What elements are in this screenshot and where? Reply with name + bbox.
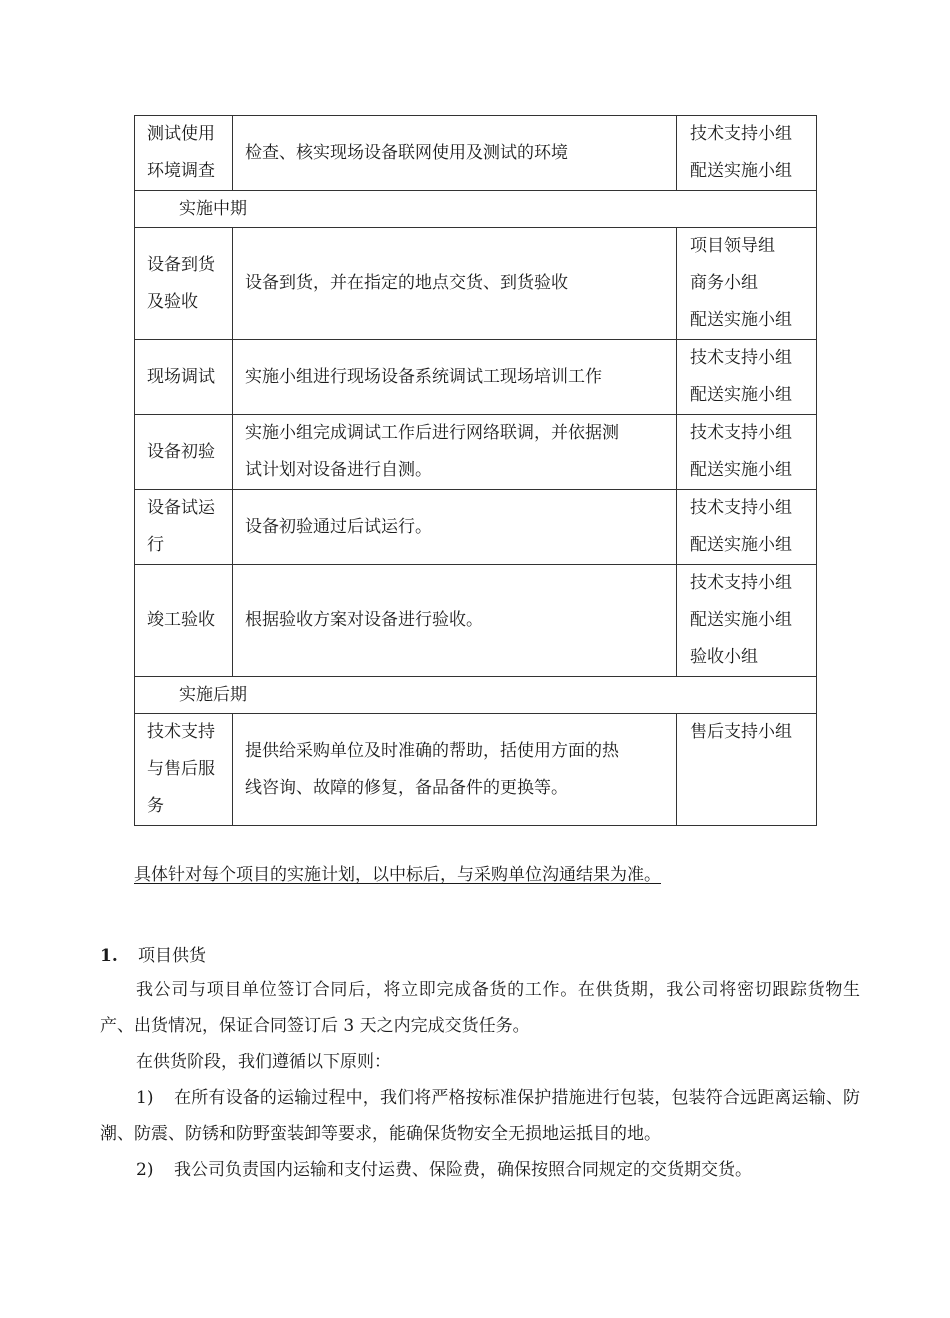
task-row — [135, 565, 817, 677]
responsible-teams — [677, 228, 817, 340]
responsible-teams-line: 配送实施小组 — [690, 310, 792, 330]
responsible-teams-line: 项目领导组 — [690, 236, 775, 256]
phase-label: 实施后期 — [135, 677, 817, 714]
phase-label: 实施中期 — [135, 191, 817, 228]
responsible-teams — [677, 116, 817, 191]
implementation-plan-table — [134, 115, 817, 826]
paragraph-supply-intro: 我公司与项目单位签订合同后，将立即完成备货的工作。在供货期，我公司将密切跟踪货物生产、出货情况，保证合同签订后 3 天之内完成交货任务。 — [100, 980, 860, 1036]
task-name — [135, 116, 233, 191]
responsible-teams-line: 配送实施小组 — [690, 385, 792, 405]
task-description — [233, 565, 677, 677]
list-item-text: 我公司负责国内运输和支付运费、保险费，确保按照合同规定的交货期交货。 — [174, 1160, 752, 1180]
responsible-teams-line: 技术支持小组 — [690, 348, 792, 368]
task-name-line: 现场调试 — [147, 366, 215, 387]
responsible-teams — [677, 340, 817, 415]
task-description-line: 检查、核实现场设备联网使用及测试的环境 — [245, 142, 568, 163]
task-name — [135, 228, 233, 340]
task-description-line: 实施小组完成调试工作后进行网络联调，并依据测 — [245, 423, 619, 443]
responsible-teams-line: 配送实施小组 — [690, 460, 792, 480]
task-name — [135, 565, 233, 677]
phase-row — [135, 191, 817, 228]
task-name — [135, 714, 233, 826]
responsible-teams — [677, 415, 817, 490]
responsible-teams — [677, 490, 817, 565]
section-title: 项目供货 — [138, 946, 206, 966]
task-name-line: 设备到货 — [147, 254, 215, 275]
responsible-teams-line: 技术支持小组 — [690, 124, 792, 144]
responsible-teams-line: 商务小组 — [690, 273, 758, 293]
implementation-note: 具体针对每个项目的实施计划，以中标后，与采购单位沟通结果为准。 — [134, 865, 661, 885]
task-name — [135, 415, 233, 490]
responsible-teams-line: 售后支持小组 — [690, 722, 792, 742]
responsible-teams-line: 验收小组 — [690, 647, 758, 667]
phase-row — [135, 677, 817, 714]
list-item-label: 1) — [136, 1088, 154, 1108]
task-name-line: 务 — [147, 796, 164, 816]
task-name-line: 测试使用 — [147, 124, 215, 144]
task-row — [135, 714, 817, 826]
task-description — [233, 340, 677, 415]
responsible-teams-line: 技术支持小组 — [690, 423, 792, 443]
task-description-line: 试计划对设备进行自测。 — [245, 460, 432, 480]
responsible-teams — [677, 714, 817, 826]
responsible-teams-line: 配送实施小组 — [690, 161, 792, 181]
task-description — [233, 490, 677, 565]
task-row — [135, 340, 817, 415]
task-row — [135, 116, 817, 191]
responsible-teams-line: 配送实施小组 — [690, 535, 792, 555]
list-item-text: 在所有设备的运输过程中，我们将严格按标准保护措施进行包装，包装符合远距离运输、防潮、防震、防锈和防野蛮装卸等要求，能确保货物安全无损地运抵目的地。 — [100, 1088, 860, 1144]
responsible-teams-line: 技术支持小组 — [690, 573, 792, 593]
task-description-line: 实施小组进行现场设备系统调试工现场培训工作 — [245, 366, 602, 387]
task-name-line: 及验收 — [147, 291, 198, 312]
task-description-line: 根据验收方案对设备进行验收。 — [245, 610, 483, 630]
task-description — [233, 714, 677, 826]
task-name-line: 设备初验 — [147, 441, 215, 462]
task-description-line: 提供给采购单位及时准确的帮助，括使用方面的热 — [245, 740, 619, 761]
list-item-label: 2) — [136, 1160, 154, 1180]
task-name — [135, 340, 233, 415]
task-row — [135, 228, 817, 340]
paragraph-principles: 在供货阶段，我们遵循以下原则： — [136, 1052, 391, 1072]
task-name-line: 竣工验收 — [147, 610, 215, 630]
task-name-line: 设备试运 — [147, 498, 215, 518]
task-name-line: 技术支持 — [147, 722, 215, 742]
task-name-line: 行 — [147, 535, 164, 555]
task-description-line: 设备到货，并在指定的地点交货、到货验收 — [245, 273, 568, 293]
task-description — [233, 228, 677, 340]
task-description-line: 设备初验通过后试运行。 — [245, 516, 432, 537]
task-name-line: 与售后服 — [147, 759, 215, 779]
responsible-teams-line: 技术支持小组 — [690, 498, 792, 518]
task-description — [233, 415, 677, 490]
list-item-packaging — [100, 1080, 860, 1152]
task-row — [135, 490, 817, 565]
responsible-teams — [677, 565, 817, 677]
responsible-teams-line: 配送实施小组 — [690, 610, 792, 630]
task-name — [135, 490, 233, 565]
task-description — [233, 116, 677, 191]
task-name-line: 环境调查 — [147, 161, 215, 181]
task-description-line: 线咨询、故障的修复，备品备件的更换等。 — [245, 777, 568, 798]
list-item-transport — [100, 1152, 860, 1188]
section-heading — [100, 941, 206, 966]
section-number: 1. — [100, 946, 118, 966]
task-row — [135, 415, 817, 490]
